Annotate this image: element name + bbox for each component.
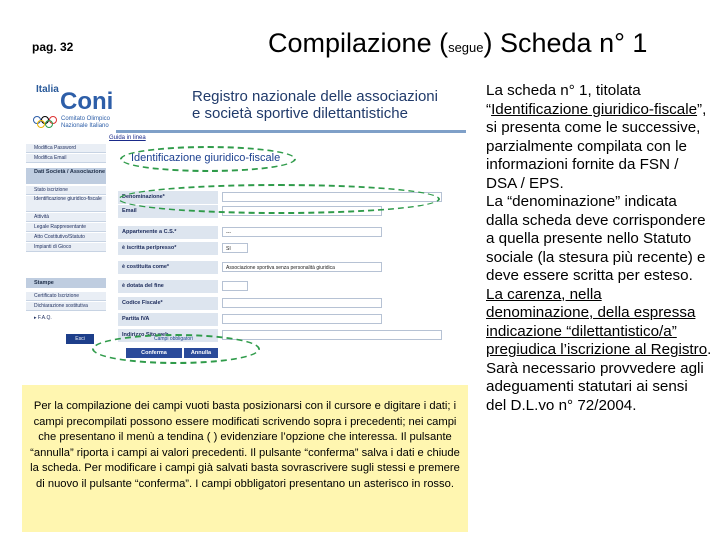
field-row-appartenente <box>118 226 464 240</box>
logo-subtitle: Comitato Olimpico Nazionale Italiano <box>61 116 111 129</box>
field-label: è iscritta per/presso* <box>118 242 218 255</box>
field-row-codice-fiscale <box>118 297 464 311</box>
registry-header <box>26 78 466 130</box>
cancel-button[interactable]: Annulla <box>184 348 218 358</box>
sidebar-item-modifica-password[interactable]: Modifica Password <box>26 144 106 153</box>
paragraph-denominazione: La “denominazione” indicata dalla scheda deve corrispondere a quella presente nello Statuto sociale (la stesura più recente) e deve essere scritta per esteso. <box>486 193 706 284</box>
field-row-iscritta <box>118 242 464 256</box>
sidebar-item-impianti[interactable]: Impianti di Gioco <box>26 243 106 252</box>
sidebar-item-atto-costitutivo[interactable]: Atto Costitutivo/Statuto <box>26 233 106 242</box>
sidebar-item-certificato[interactable]: Certificato Iscrizione <box>26 292 106 301</box>
partita-iva-input[interactable] <box>222 314 382 324</box>
field-label: Email <box>118 205 218 218</box>
sito-web-input[interactable] <box>222 330 442 340</box>
field-label: Indirizzo Sito web <box>118 329 218 342</box>
field-label: Appartenente a C.S.* <box>118 226 218 239</box>
sidebar-section-dati: Dati Società / Associazione <box>26 168 106 184</box>
field-label: è dotata del fine <box>118 280 218 293</box>
codice-fiscale-input[interactable] <box>222 298 382 308</box>
sidebar-item-identificazione[interactable]: Identificazione giuridico-fiscale <box>26 196 106 212</box>
form-title: Identificazione giuridico-fiscale <box>131 152 281 164</box>
logo-coni: Coni <box>60 88 114 115</box>
guide-link[interactable]: Guida in linea <box>109 135 146 141</box>
field-label: Partita IVA <box>118 313 218 326</box>
paragraph-carenza: La carenza, nella denominazione, della espressa indicazione “dilettantistico/a” pregiudica l’iscrizione al Registro. Sarà necessario provvedere agli adeguamenti statutari ai sensi del D.L.vo n° 72/2004. <box>486 285 712 414</box>
field-row-costituita <box>118 261 464 275</box>
sidebar-item-modifica-email[interactable]: Modifica Email <box>26 154 106 163</box>
sidebar-section-stampe: Stampe <box>26 278 106 288</box>
fine-select[interactable] <box>222 281 248 291</box>
olympic-rings-icon <box>32 116 58 128</box>
explanation-text <box>486 82 712 415</box>
confirm-button[interactable]: Conferma <box>126 348 182 358</box>
appartenente-select[interactable]: --- <box>222 227 382 237</box>
required-fields-note: Campi obbligatori <box>154 336 193 342</box>
instruction-note: Per la compilazione dei campi vuoti basta posizionarsi con il cursore e digitare i dati; i campi precompilati possono essere modificati scrivendo sopra i precedenti; nei campi che presentano il menù a tendina ( ) evidenziare l’opzione che interessa. Il pulsante “annulla” riporta i campi ai valori precedenti. Il pulsante “conferma” salva i dati e chiude la scheda. Per modificare i campi già salvati basta sovrascrivere sugli stessi e premere di nuovo il pulsante “conferma”. I campi obbligatori presentano un asterisco in rosso. <box>22 385 468 532</box>
field-row-fine <box>118 280 464 294</box>
exit-button[interactable]: Esci <box>66 334 94 344</box>
costituita-select[interactable]: Associazione sportiva senza personalità giuridica <box>222 262 382 272</box>
paragraph-scheda: La scheda n° 1, titolata “Identificazione giuridico-fiscale”, si presenta come le successive, parzialmente compilata con le informazioni fornite da FSN / DSA / EPS. <box>486 82 707 192</box>
top-divider <box>116 130 466 133</box>
screenshot-panel <box>26 78 466 378</box>
sidebar-item-dichiarazione[interactable]: Dichiarazione sostitutiva <box>26 302 106 311</box>
highlight-oval-denominazione <box>118 184 440 214</box>
page-number: pag. 32 <box>32 40 74 54</box>
highlight-oval-buttons <box>92 334 260 364</box>
iscritta-select[interactable]: SI <box>222 243 248 253</box>
field-label: è costituita come* <box>118 261 218 274</box>
sidebar-item-legale-rappresentante[interactable]: Legale Rappresentante <box>26 223 106 232</box>
highlight-oval-title <box>120 146 296 172</box>
field-row-partita-iva <box>118 313 464 327</box>
field-label: Denominazione* <box>118 191 218 204</box>
logo-italia: Italia <box>36 84 59 95</box>
sidebar-item-stato-iscrizione[interactable]: Stato iscrizione <box>26 186 106 195</box>
sidebar-item-faq[interactable]: ▸ F.A.Q. <box>26 314 106 323</box>
registry-title: Registro nazionale delle associazioni e società sportive dilettantistiche <box>192 88 438 122</box>
sidebar-item-attivita[interactable]: Attività <box>26 213 106 222</box>
field-label: Codice Fiscale* <box>118 297 218 310</box>
slide-title: Compilazione (segue) Scheda n° 1 <box>268 28 648 58</box>
